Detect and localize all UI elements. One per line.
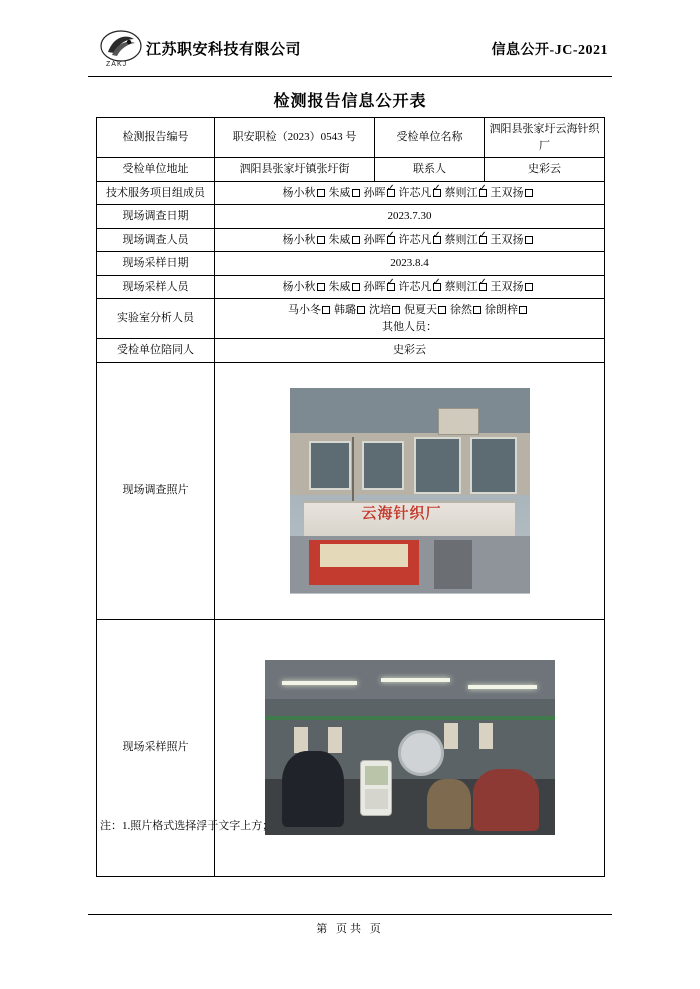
lab-staff-members bbox=[288, 304, 531, 316]
contact-value: 史彩云 bbox=[485, 158, 605, 182]
staff-member-name: 朱威 bbox=[328, 233, 351, 246]
staff-member-name: 徐然 bbox=[450, 304, 472, 316]
survey-photo-image bbox=[290, 388, 530, 594]
contact-label: 联系人 bbox=[375, 158, 485, 182]
staff-member-name: 马小冬 bbox=[288, 304, 321, 316]
survey-staff-label: 现场调查人员 bbox=[97, 228, 215, 252]
lab-staff-label: 实验室分析人员 bbox=[97, 299, 215, 339]
logo-text: ZAKJ bbox=[106, 61, 128, 68]
staff-member bbox=[334, 302, 365, 319]
survey-date-value: 2023.7.30 bbox=[215, 205, 605, 229]
staff-member-checkbox[interactable] bbox=[525, 283, 533, 291]
staff-member-checkbox[interactable] bbox=[438, 306, 446, 314]
lab-other-label: 其他人员： bbox=[382, 320, 437, 333]
table-row bbox=[97, 181, 605, 205]
staff-member bbox=[485, 302, 527, 319]
table-row bbox=[97, 118, 605, 158]
staff-member bbox=[329, 279, 360, 296]
staff-member-name: 许芯凡 bbox=[398, 186, 432, 199]
staff-member bbox=[445, 185, 487, 202]
table-row bbox=[97, 205, 605, 229]
staff-member-name: 杨小秋 bbox=[282, 280, 316, 293]
staff-member-checkbox[interactable] bbox=[392, 306, 400, 314]
staff-member-checkbox[interactable] bbox=[352, 189, 360, 197]
staff-member-name: 韩璐 bbox=[334, 304, 356, 316]
table-row bbox=[97, 275, 605, 299]
info-table bbox=[96, 117, 605, 877]
staff-member-name: 孙晖 bbox=[363, 186, 386, 199]
staff-member bbox=[399, 232, 441, 249]
staff-member-checkbox[interactable] bbox=[317, 236, 325, 244]
staff-member bbox=[329, 185, 360, 202]
staff-member-checkbox[interactable] bbox=[519, 306, 527, 314]
sampling-date-label: 现场采样日期 bbox=[97, 252, 215, 276]
page-header bbox=[88, 28, 612, 76]
staff-member-checkbox[interactable] bbox=[433, 189, 441, 197]
table-row bbox=[97, 299, 605, 339]
staff-member-name: 蔡则江 bbox=[444, 233, 478, 246]
staff-member-name: 杨小秋 bbox=[282, 233, 316, 246]
staff-member-name: 徐朗梓 bbox=[485, 304, 518, 316]
staff-member-checkbox[interactable] bbox=[479, 189, 487, 197]
report-no-label: 检测报告编号 bbox=[97, 118, 215, 158]
staff-member-name: 王双扬 bbox=[490, 280, 524, 293]
staff-member bbox=[329, 232, 360, 249]
staff-member bbox=[445, 279, 487, 296]
staff-member-checkbox[interactable] bbox=[433, 236, 441, 244]
staff-member-checkbox[interactable] bbox=[387, 283, 395, 291]
staff-member-checkbox[interactable] bbox=[352, 283, 360, 291]
staff-member-name: 蔡则江 bbox=[444, 186, 478, 199]
staff-member bbox=[399, 279, 441, 296]
staff-member-checkbox[interactable] bbox=[357, 306, 365, 314]
staff-member bbox=[399, 185, 441, 202]
staff-member bbox=[283, 279, 325, 296]
client-label: 受检单位名称 bbox=[375, 118, 485, 158]
staff-member-name: 许芯凡 bbox=[398, 233, 432, 246]
detector-device bbox=[360, 760, 392, 816]
staff-member-name: 朱威 bbox=[328, 280, 351, 293]
staff-member-checkbox[interactable] bbox=[479, 283, 487, 291]
staff-member-name: 王双扬 bbox=[490, 233, 524, 246]
staff-member-name: 孙晖 bbox=[363, 233, 386, 246]
lab-staff-cell bbox=[215, 299, 605, 339]
staff-member-name: 倪夏天 bbox=[404, 304, 437, 316]
staff-member-checkbox[interactable] bbox=[387, 189, 395, 197]
staff-member bbox=[288, 302, 330, 319]
survey-photo-label: 现场调查照片 bbox=[97, 362, 215, 619]
header-divider bbox=[88, 76, 612, 77]
address-value: 泗阳县张家圩镇张圩街 bbox=[215, 158, 375, 182]
staff-member-name: 孙晖 bbox=[363, 280, 386, 293]
table-row bbox=[97, 228, 605, 252]
sampling-photo-box bbox=[219, 623, 600, 873]
staff-member-checkbox[interactable] bbox=[352, 236, 360, 244]
staff-member bbox=[404, 302, 446, 319]
document-code: 信息公开-JC-2021 bbox=[491, 43, 608, 58]
staff-member bbox=[369, 302, 400, 319]
staff-member-name: 朱威 bbox=[328, 186, 351, 199]
staff-member bbox=[445, 232, 487, 249]
table-row-survey-photo bbox=[97, 362, 605, 619]
staff-member bbox=[364, 232, 395, 249]
sampling-photo-cell bbox=[215, 619, 605, 876]
staff-member bbox=[491, 279, 533, 296]
staff-member-name: 蔡则江 bbox=[444, 280, 478, 293]
staff-member bbox=[491, 232, 533, 249]
address-label: 受检单位地址 bbox=[97, 158, 215, 182]
survey-photo-box bbox=[219, 366, 600, 616]
staff-member-name: 杨小秋 bbox=[282, 186, 316, 199]
staff-member bbox=[491, 185, 533, 202]
staff-member-checkbox[interactable] bbox=[479, 236, 487, 244]
client-value: 泗阳县张家圩云海针织厂 bbox=[485, 118, 605, 158]
staff-member-checkbox[interactable] bbox=[433, 283, 441, 291]
footnote: 注：1.照片格式选择浮于文字上方； bbox=[100, 820, 274, 832]
staff-member-name: 许芯凡 bbox=[398, 280, 432, 293]
survey-date-label: 现场调查日期 bbox=[97, 205, 215, 229]
table-row bbox=[97, 252, 605, 276]
sampling-date-value: 2023.8.4 bbox=[215, 252, 605, 276]
survey-photo-sign-text: 云海针织厂 bbox=[361, 505, 442, 522]
staff-member-checkbox[interactable] bbox=[317, 189, 325, 197]
sampling-staff-label: 现场采样人员 bbox=[97, 275, 215, 299]
sampling-photo-label: 现场采样照片 bbox=[97, 619, 215, 876]
staff-member-checkbox[interactable] bbox=[525, 189, 533, 197]
table-row-sampling-photo bbox=[97, 619, 605, 876]
staff-member bbox=[450, 302, 481, 319]
staff-member-checkbox[interactable] bbox=[317, 283, 325, 291]
sampling-staff-members bbox=[215, 275, 605, 299]
staff-member bbox=[364, 279, 395, 296]
staff-member bbox=[283, 185, 325, 202]
tech-team-label: 技术服务项目组成员 bbox=[97, 181, 215, 205]
survey-photo-cell bbox=[215, 362, 605, 619]
page-title: 检测报告信息公开表 bbox=[273, 93, 427, 110]
staff-member bbox=[364, 185, 395, 202]
accompany-label: 受检单位陪同人 bbox=[97, 339, 215, 363]
survey-staff-members bbox=[215, 228, 605, 252]
sampling-photo-image bbox=[265, 660, 555, 835]
table-row bbox=[97, 339, 605, 363]
staff-member-checkbox[interactable] bbox=[322, 306, 330, 314]
staff-member-name: 王双扬 bbox=[490, 186, 524, 199]
report-no-value: 职安职检（2023）0543 号 bbox=[215, 118, 375, 158]
footer-divider bbox=[88, 914, 612, 915]
staff-member-checkbox[interactable] bbox=[525, 236, 533, 244]
staff-member bbox=[283, 232, 325, 249]
company-logo bbox=[100, 30, 144, 70]
tech-team-members bbox=[215, 181, 605, 205]
staff-member-checkbox[interactable] bbox=[473, 306, 481, 314]
staff-member-checkbox[interactable] bbox=[387, 236, 395, 244]
staff-member-name: 沈培 bbox=[369, 304, 391, 316]
page-footer: 第 页共 页 bbox=[316, 923, 384, 935]
table-row bbox=[97, 158, 605, 182]
company-name: 江苏职安科技有限公司 bbox=[146, 42, 302, 58]
accompany-value: 史彩云 bbox=[215, 339, 605, 363]
logo-icon bbox=[100, 30, 142, 62]
